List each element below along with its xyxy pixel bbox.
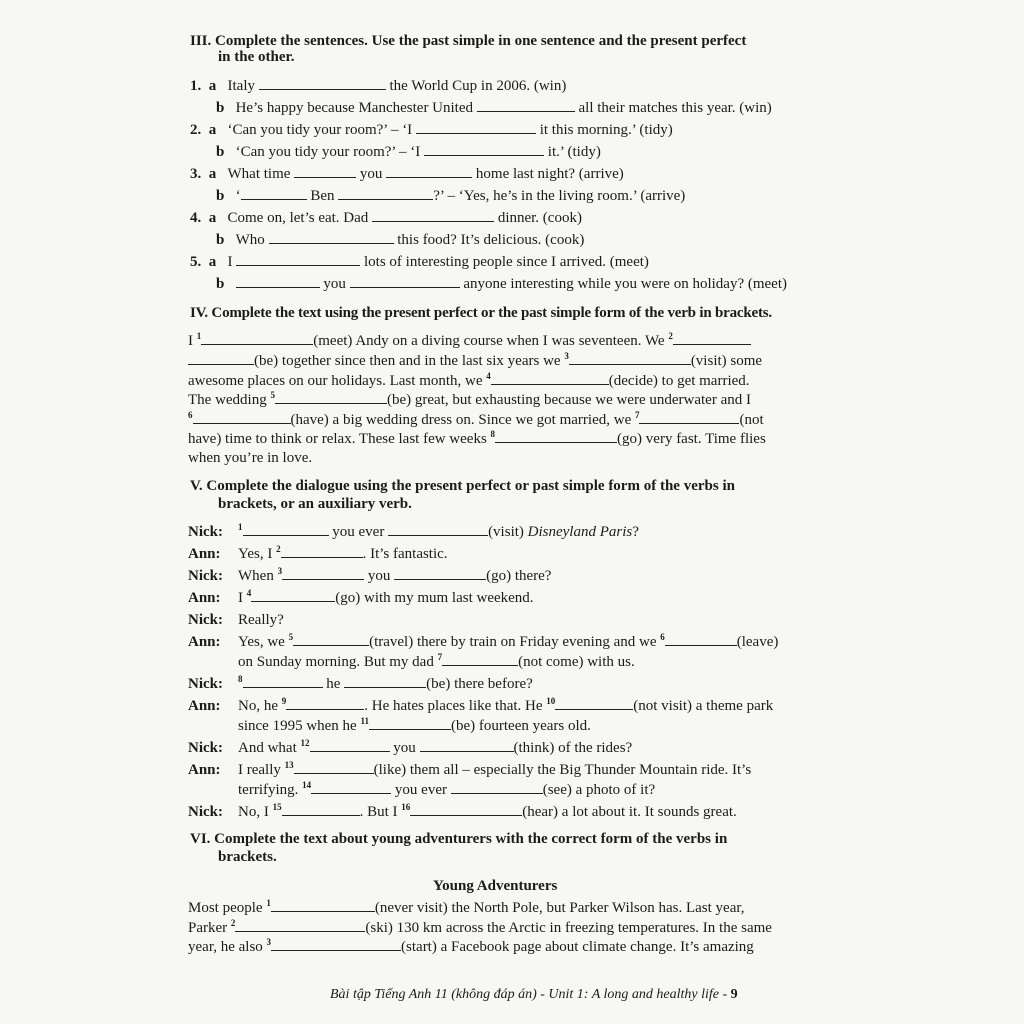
answer-blank[interactable] [271, 937, 401, 951]
answer-blank[interactable] [259, 76, 386, 90]
paragraph-line: awesome places on our holidays. Last month, we $^4$ (decide) to get married. [188, 371, 750, 389]
answer-blank[interactable] [293, 632, 369, 646]
exercise-item: b Who this food? It’s delicious. (cook) [216, 232, 585, 248]
speaker-ann: Ann: [188, 546, 221, 562]
answer-blank[interactable] [236, 274, 320, 288]
exercise-item: b ‘Can you tidy your room?’ – ‘I it.’ (tidy) [216, 144, 601, 160]
answer-blank[interactable] [344, 674, 426, 688]
paragraph-line: $^6$ (have) a big wedding dress on. Since we got married, we $^7$ (not [188, 410, 764, 428]
section-6-title: VI. Complete the text about young adventurers with the correct form of the verbs in [190, 831, 728, 847]
paragraph-line: The wedding $^5$ (be) great, but exhausting because we were underwater and I [188, 390, 751, 408]
answer-blank[interactable] [477, 98, 575, 112]
answer-blank[interactable] [665, 632, 737, 646]
dialogue-line: on Sunday morning. But my dad $^7$ (not come) with us. [238, 652, 635, 670]
speaker-ann: Ann: [188, 698, 221, 714]
section-6-title-cont: brackets. [218, 849, 277, 865]
speaker-nick: Nick: [188, 612, 223, 628]
paragraph-line: have) time to think or relax. These last few weeks $^8$ (go) very fast. Time flies [188, 429, 766, 447]
answer-blank[interactable] [388, 522, 488, 536]
answer-blank[interactable] [442, 652, 518, 666]
answer-blank[interactable] [410, 802, 522, 816]
answer-blank[interactable] [188, 351, 254, 365]
paragraph-line: year, he also $^3$ (start) a Facebook page about climate change. It’s amazing [188, 937, 754, 955]
speaker-nick: Nick: [188, 676, 223, 692]
paragraph-line: (be) together since then and in the last six years we $^3$ (visit) some [188, 351, 762, 371]
dialogue-line: since 1995 when he $^{11}$ (be) fourteen years old. [238, 716, 591, 734]
exercise-item: b you anyone interesting while you were on holiday? (meet) [216, 276, 787, 292]
dialogue-line: $^8$ he (be) there before? [238, 674, 533, 692]
speaker-ann: Ann: [188, 590, 221, 606]
answer-blank[interactable] [193, 410, 291, 424]
exercise-item: 5. a I lots of interesting people since I arrived. (meet) [190, 254, 649, 270]
dialogue-line: Really? [238, 612, 284, 628]
answer-blank[interactable] [275, 390, 387, 404]
text-heading: Young Adventurers [433, 878, 558, 894]
answer-blank[interactable] [451, 780, 543, 794]
answer-blank[interactable] [386, 164, 472, 178]
answer-blank[interactable] [338, 186, 433, 200]
answer-blank[interactable] [294, 760, 374, 774]
answer-blank[interactable] [673, 331, 751, 345]
answer-blank[interactable] [269, 230, 394, 244]
answer-blank[interactable] [235, 918, 365, 932]
speaker-nick: Nick: [188, 804, 223, 820]
answer-blank[interactable] [286, 696, 364, 710]
paragraph-line: I $^1$ (meet) Andy on a diving course when I was seventeen. We $^2$ [188, 331, 751, 351]
answer-blank[interactable] [639, 410, 739, 424]
dialogue-line: terrifying. $^{14}$ you ever (see) a photo of it? [238, 780, 656, 798]
answer-blank[interactable] [271, 898, 375, 912]
speaker-nick: Nick: [188, 740, 223, 756]
answer-blank[interactable] [310, 738, 390, 752]
answer-blank[interactable] [394, 566, 486, 580]
dialogue-line: Yes, I $^2$ . It’s fantastic. [238, 544, 448, 562]
exercise-item: b ‘ Ben ?’ – ‘Yes, he’s in the living room.’ (arrive) [216, 188, 686, 204]
exercise-item: 2. a ‘Can you tidy your room?’ – ‘I it this morning.’ (tidy) [190, 122, 673, 138]
speaker-ann: Ann: [188, 762, 221, 778]
page-footer: Bài tập Tiếng Anh 11 (không đáp án) - Unit 1: A long and healthy life - 9 [330, 987, 738, 1002]
section-5-title-cont: brackets, or an auxiliary verb. [218, 496, 412, 512]
dialogue-line: And what $^{12}$ you (think) of the rides? [238, 738, 633, 756]
answer-blank[interactable] [281, 544, 363, 558]
speaker-ann: Ann: [188, 634, 221, 650]
answer-blank[interactable] [372, 208, 494, 222]
answer-blank[interactable] [369, 716, 451, 730]
answer-blank[interactable] [555, 696, 633, 710]
exercise-item: 3. a What time you home last night? (arrive) [190, 166, 624, 182]
section-3-title: III. Complete the sentences. Use the past simple in one sentence and the present perfect [190, 33, 747, 49]
exercise-item: 1. a Italy the World Cup in 2006. (win) [190, 78, 567, 94]
section-3-title-cont: in the other. [218, 49, 295, 65]
speaker-nick: Nick: [188, 568, 223, 584]
exercise-item: 4. a Come on, let’s eat. Dad dinner. (cook) [190, 210, 582, 226]
dialogue-line: Yes, we $^5$ (travel) there by train on Friday evening and we $^6$ (leave) [238, 632, 779, 650]
answer-blank[interactable] [424, 142, 544, 156]
dialogue-line: I $^4$ (go) with my mum last weekend. [238, 588, 534, 606]
exercise-item: b He’s happy because Manchester United all their matches this year. (win) [216, 100, 772, 116]
dialogue-line: $^1$ you ever (visit) Disneyland Paris? [238, 522, 639, 540]
answer-blank[interactable] [294, 164, 356, 178]
answer-blank[interactable] [282, 566, 364, 580]
answer-blank[interactable] [311, 780, 391, 794]
answer-blank[interactable] [491, 371, 609, 385]
answer-blank[interactable] [416, 120, 536, 134]
speaker-nick: Nick: [188, 524, 223, 540]
answer-blank[interactable] [236, 252, 360, 266]
answer-blank[interactable] [282, 802, 360, 816]
dialogue-line: No, he $^9$ . He hates places like that. He $^{10}$ (not visit) a theme park [238, 696, 774, 714]
dialogue-line: No, I $^{15}$ . But I $^{16}$ (hear) a lot about it. It sounds great. [238, 802, 737, 820]
paragraph-line: Most people $^1$ (never visit) the North Pole, but Parker Wilson has. Last year, [188, 898, 745, 916]
answer-blank[interactable] [495, 429, 617, 443]
answer-blank[interactable] [420, 738, 514, 752]
section-4-title: IV. Complete the text using the present perfect or the past simple form of the verb in brackets. [190, 305, 772, 321]
answer-blank[interactable] [243, 674, 323, 688]
answer-blank[interactable] [350, 274, 460, 288]
page-number: 9 [730, 987, 738, 1002]
section-5-title: V. Complete the dialogue using the present perfect or past simple form of the verbs in [190, 478, 735, 494]
answer-blank[interactable] [241, 186, 307, 200]
answer-blank[interactable] [201, 331, 313, 345]
dialogue-line: I really $^{13}$ (like) them all – especially the Big Thunder Mountain ride. It’s [238, 760, 752, 778]
answer-blank[interactable] [569, 351, 691, 365]
answer-blank[interactable] [251, 588, 335, 602]
paragraph-line: Parker $^2$ (ski) 130 km across the Arctic in freezing temperatures. In the same [188, 918, 772, 936]
paragraph-line: when you’re in love. [188, 450, 313, 466]
answer-blank[interactable] [243, 522, 329, 536]
dialogue-line: When $^3$ you (go) there? [238, 566, 552, 584]
